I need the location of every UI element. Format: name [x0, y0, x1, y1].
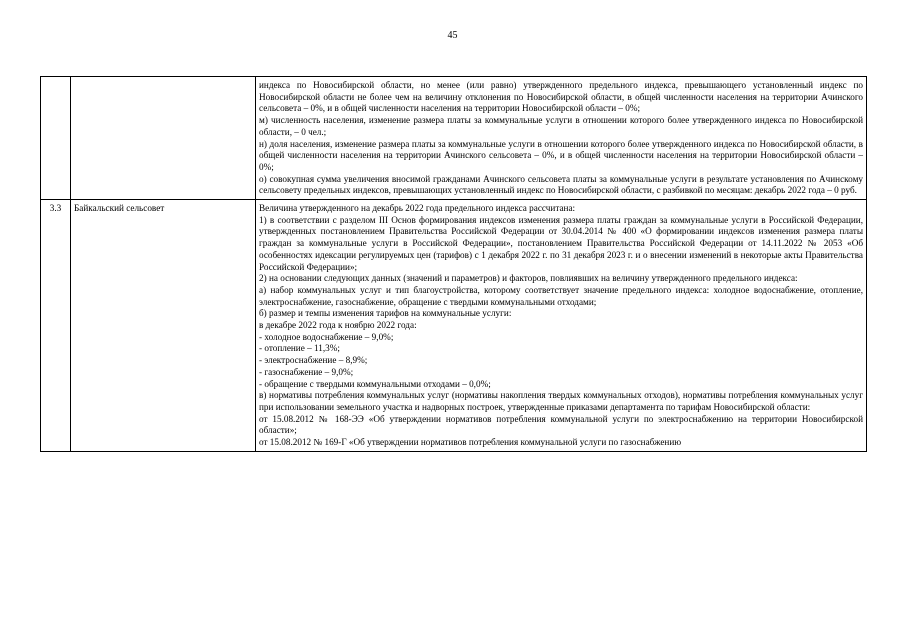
- paragraph: 2) на основании следующих данных (значений и параметров) и факторов, повлиявших на величину утвержденного предельного индекса:: [259, 273, 798, 284]
- paragraph: б) размер и темпы изменения тарифов на коммунальные услуги:: [259, 308, 512, 319]
- description-cell: [256, 200, 867, 452]
- paragraph: 1) в соответствии с разделом III Основ формирования индексов изменения размера платы граждан за коммунальные услуги в Российской Федерации, утвержденных постановлением Правительства Российской Федерации от 30.04.2014 № 400 «О формировании индексов изменения размера платы граждан за коммунальные услуги в Российской Федерации», постановлением Правительства Российской Федерации от 14.11.2022 № 2053 «Об особенностях идексации регулируемых цен (тарифов) с 1 декабря 2022 г. по 31 декабря 2023 г. и о внесении изменений в некоторые акты Правительства Российской Федерации»;: [259, 214, 863, 272]
- table-row: [41, 200, 867, 452]
- paragraph: о) совокупная сумма увеличения вносимой гражданами Ачинского сельсовета платы за коммунальные услуги в результате установления по Ачинскому сельсовету предельных индексов, превышающих установленный индекс по Новосибирской области, с разбивкой по месяцам: декабрь 2022 года – 0 руб.: [259, 173, 863, 196]
- settlement-name-cell: [71, 77, 256, 200]
- paragraph: а) набор коммунальных услуг и тип благоустройства, которому соответствует значение предельного индекса: холодное водоснабжение, отопление, электроснабжение, газоснабжение, обращение с твердыми коммунальными отходами;: [259, 284, 863, 307]
- paragraph: н) доля населения, изменение размера платы за коммунальные услуги в отношении которого более утвержденного индекса по Новосибирской области, в общей численности населения на территории Ачинского сельсовета – 0%, и в общей численности населения на территории Новосибирской области – 0%;: [259, 138, 863, 172]
- settlement-name-cell: Байкальский сельсовет: [71, 200, 256, 452]
- paragraph: - газоснабжение – 9,0%;: [259, 366, 354, 377]
- paragraph: от 15.08.2012 № 168-ЭЭ «Об утверждении нормативов потребления коммунальной услуги по электроснабжению на территории Новосибирской области»;: [259, 413, 863, 436]
- paragraph: в) нормативы потребления коммунальных услуг (нормативы накопления твердых коммунальных отходов), нормативы потребления коммунальных услуг при использовании земельного участка и надворных построек, утвержденные приказами департамента по тарифам Новосибирской области:: [259, 390, 863, 412]
- paragraph: индекса по Новосибирской области, но менее (или равно) утвержденного предельного индекса, превышающего установленный индекс по Новосибирской области не более чем на величину отклонения по Новосибирской области, в общей численности населения на территории Ачинского сельсовета – 0%, и в общей численности населения на территории Новосибирской области – 0%;: [259, 80, 863, 114]
- table-row: [41, 77, 867, 200]
- paragraph: - электроснабжение – 8,9%;: [259, 355, 368, 366]
- page-number: 45: [447, 30, 458, 41]
- paragraph: м) численность населения, изменение размера платы за коммунальные услуги в отношении которого более утвержденного индекса по Новосибирской области, – 0 чел.;: [259, 115, 863, 137]
- paragraph: - холодное водоснабжение – 9,0%;: [259, 331, 394, 342]
- tariff-table: [40, 76, 867, 452]
- paragraph: - обращение с твердыми коммунальными отходами – 0,0%;: [259, 378, 491, 389]
- row-number-cell: [41, 77, 71, 200]
- paragraph: в декабре 2022 года к ноябрю 2022 года:: [259, 320, 417, 331]
- row-number-cell: 3.3: [41, 200, 71, 452]
- paragraph: от 15.08.2012 № 169-Г «Об утверждении нормативов потребления коммунальной услуги по газоснабжению: [259, 437, 682, 448]
- paragraph: - отопление – 11,3%;: [259, 343, 340, 354]
- paragraph: Величина утвержденного на декабрь 2022 года предельного индекса рассчитана:: [259, 203, 576, 214]
- description-cell: [256, 77, 867, 200]
